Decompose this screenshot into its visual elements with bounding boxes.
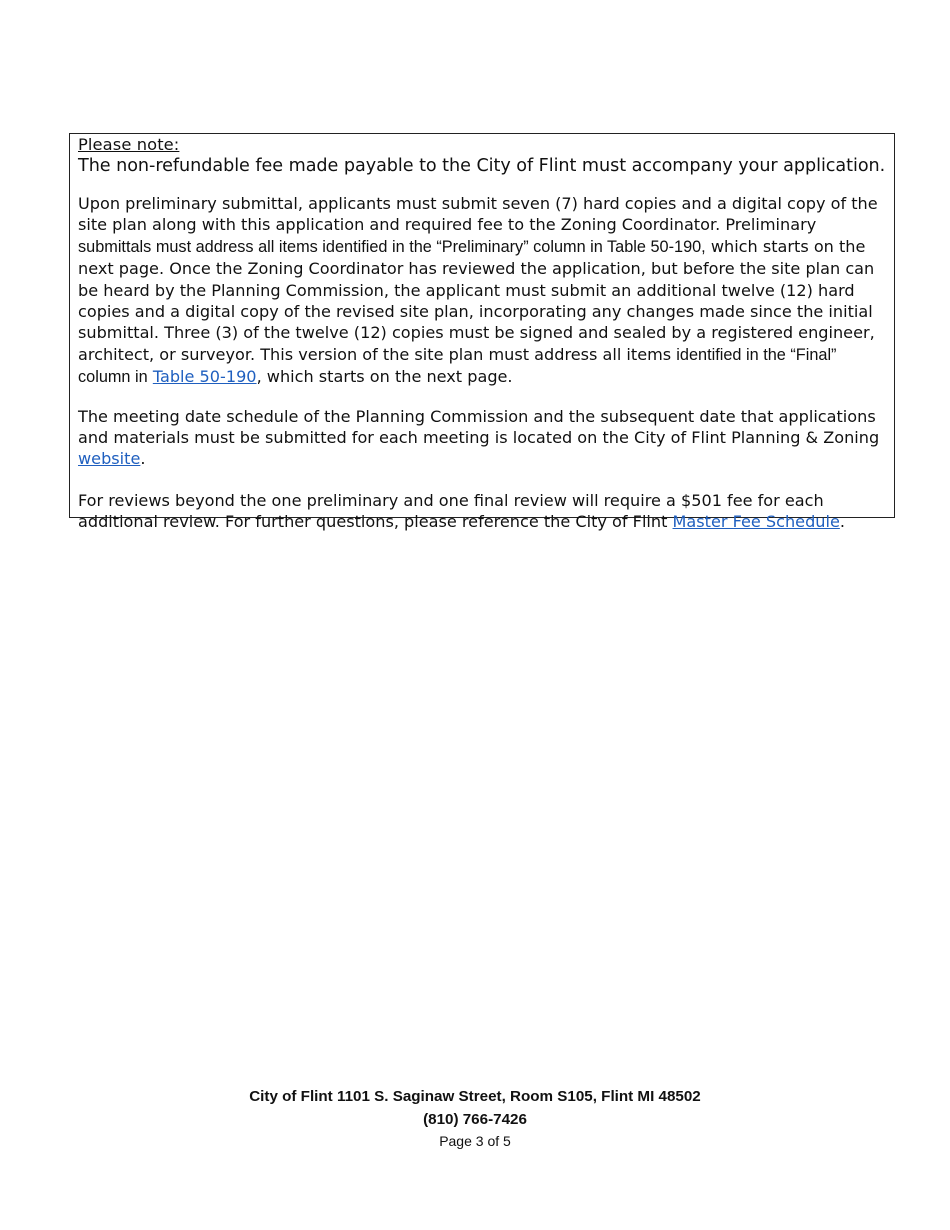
page-footer bbox=[0, 1086, 950, 1152]
footer-phone: (810) 766-7426 bbox=[423, 1110, 527, 1128]
note-box bbox=[69, 133, 895, 532]
submittal-text-1: Upon preliminary submittal, applicants must submit seven (7) hard copies and a digital copy of the bbox=[78, 194, 878, 213]
submittal-text-3: submittals must address all items identified in the “Preliminary” column in Table 50-190, bbox=[78, 237, 706, 256]
review-fee-end: . bbox=[839, 512, 845, 532]
master-fee-schedule-link[interactable]: Master Fee Schedule bbox=[672, 512, 840, 532]
table-50-190-link[interactable]: Table 50-190 bbox=[152, 367, 257, 387]
website-link[interactable]: website bbox=[78, 449, 141, 469]
fee-notice: The non-refundable fee made payable to the City of Flint must accompany your application. bbox=[78, 156, 886, 176]
meeting-schedule-text: The meeting date schedule of the Planning Commission and the subsequent date that applications and materials must be submitted for each meeting is located on the City of Flint Planning & Zoning bbox=[78, 406, 880, 448]
footer-address: City of Flint 1101 S. Saginaw Street, Room S105, Flint MI 48502 bbox=[249, 1088, 701, 1105]
review-fee-text: For reviews beyond the one preliminary and one final review will require a $501 fee for each additional review. For further questions, please reference the City of Flint bbox=[78, 490, 824, 532]
page-number: Page 3 of 5 bbox=[439, 1133, 511, 1149]
review-fee-paragraph bbox=[78, 490, 886, 533]
submittal-text-6: , which starts on the next page. bbox=[256, 367, 513, 387]
meeting-schedule-paragraph bbox=[78, 406, 886, 470]
submittal-text-2: site plan along with this application and required fee to the Zoning Coordinator. Preliminary bbox=[78, 215, 817, 235]
submittal-text-5: identified in the “Final” column in bbox=[78, 345, 837, 387]
meeting-schedule-end: . bbox=[140, 449, 146, 469]
note-heading: Please note: bbox=[78, 135, 180, 154]
submittal-paragraph bbox=[78, 193, 886, 389]
submittal-text-4: which starts on the next page. Once the Zoning Coordinator has reviewed the application, but before the site plan can be heard by the Planning Commission, the applicant must submit an additional twelve (12) hard copies and a digital copy of the revised site plan, incorporating any changes made since the initial submittal. Three (3) of the twelve (12) copies must be signed and sealed by a registered engineer, architect, or surveyor. This version of the site plan must address all items bbox=[78, 236, 875, 364]
